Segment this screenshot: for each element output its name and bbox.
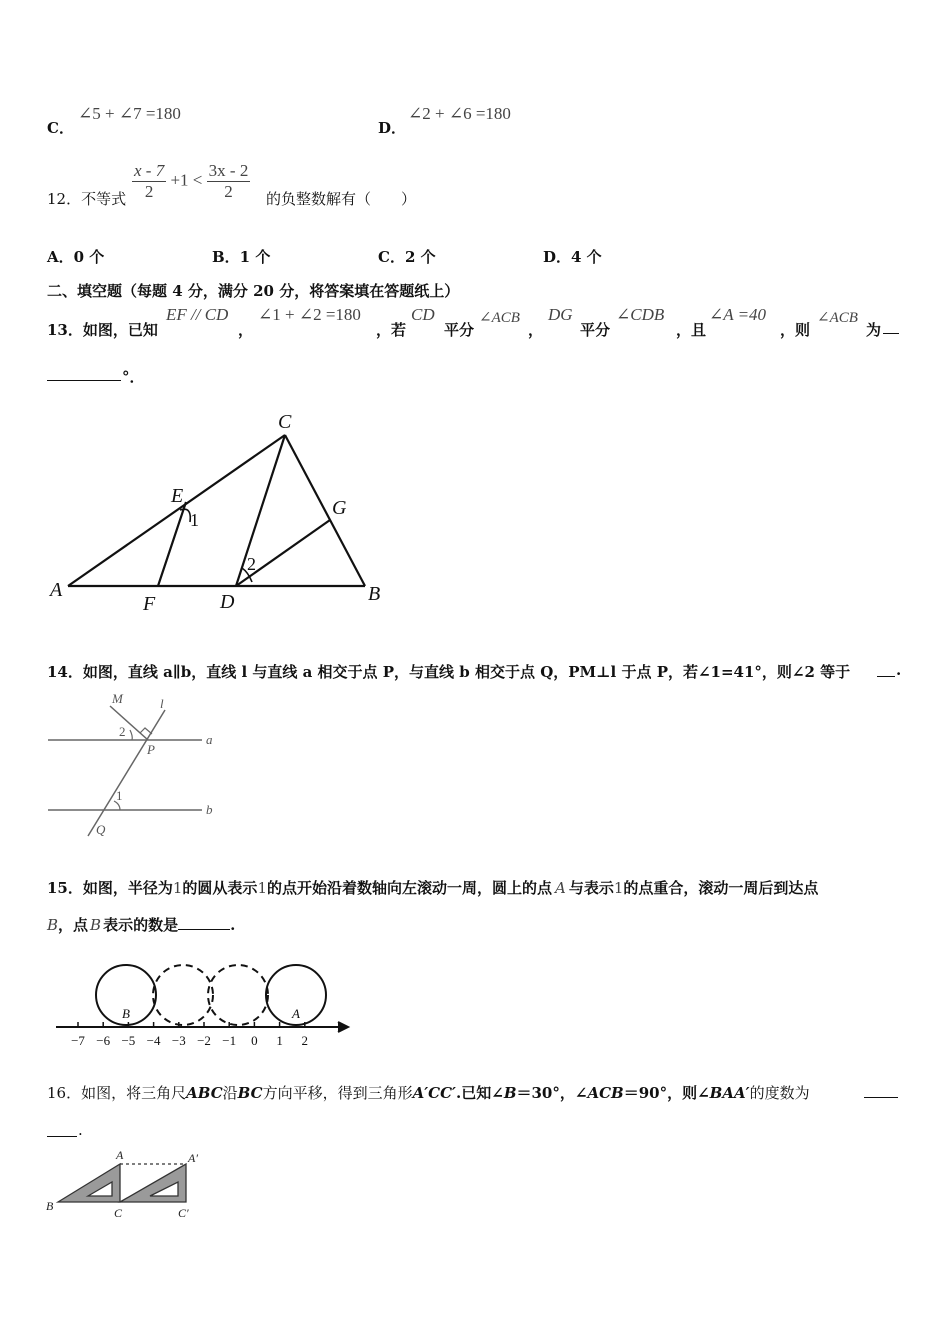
q15-point-a: A: [555, 879, 566, 897]
q12-frac2-num: 3x - 2: [208, 161, 249, 180]
q14-label-l: l: [160, 696, 164, 711]
q12-option-d: D．4 个: [543, 248, 602, 266]
q13-expr-cdb: ∠CDB: [616, 305, 665, 324]
q15-axis-arrow: [338, 1022, 348, 1032]
q16-b: B: [503, 1084, 517, 1102]
q14-label-q: Q: [96, 822, 106, 837]
q13-bisect1: 平分: [444, 321, 475, 339]
q13-is: 为: [866, 321, 882, 339]
q16-label-b: B: [46, 1199, 54, 1213]
q15-t3: 的点开始沿着数轴向左滚动一周，圆上的点: [266, 879, 552, 897]
q14-line-pm: [110, 706, 148, 740]
q12-frac1-den: 2: [144, 182, 154, 201]
q13-expr-angle-sum: ∠1 + ∠2 =180: [258, 305, 361, 324]
q13-label-b: B: [368, 583, 381, 605]
q15-t5: 的点重合，滚动一周后到达点: [623, 879, 819, 897]
q13-line-dg: [236, 520, 330, 586]
q13-expr-ef-cd: EF // CD: [166, 305, 229, 324]
q15-point-b2: B: [90, 916, 102, 934]
q15-tick-label: −4: [146, 1033, 161, 1048]
q15-t6: ，点: [58, 916, 89, 934]
q13-label-g: G: [332, 497, 347, 519]
q12-suffix: 的负整数解有（ ）: [266, 190, 417, 208]
q14-label-1: 1: [116, 788, 123, 803]
q12-frac2-den: 2: [224, 182, 233, 201]
q13-prefix: 13．如图，已知: [47, 321, 158, 339]
q13-figure: [40, 400, 400, 620]
q11-option-d-expr: ∠2 + ∠6 =180: [408, 104, 511, 123]
q13-label-f: F: [143, 593, 156, 615]
q15-end: .: [230, 916, 236, 934]
q13-then: ，则: [780, 321, 811, 339]
q16-label-a: A: [116, 1148, 124, 1162]
q12-stem: 12．不等式: [47, 190, 127, 208]
q13-expr-acb: ∠ACB: [479, 310, 520, 326]
q16-t6: ＝90°，则∠: [623, 1084, 710, 1102]
q13-answer-blank-b[interactable]: [47, 380, 121, 381]
q13-expr-acb2: ∠ACB: [817, 310, 858, 326]
q15-label-a: A: [292, 1006, 300, 1021]
q11-option-c-expr: ∠5 + ∠7 =180: [78, 104, 181, 123]
q14-right-angle-mark: [140, 728, 152, 734]
q16-label-c-prime: C′: [178, 1206, 189, 1220]
q16-t4: .已知∠: [456, 1084, 504, 1102]
q16-label-a-prime: A′: [188, 1151, 198, 1165]
q16-t1: 16．如图，将三角尺: [47, 1084, 187, 1102]
q14-label-p: P: [147, 742, 155, 757]
q16-answer-blank-b[interactable]: [47, 1136, 77, 1137]
q12-frac1-num: x - 7: [134, 161, 165, 180]
q14-answer-blank[interactable]: [877, 676, 895, 677]
q16-line1: [47, 1082, 810, 1103]
q14-text: 14．如图，直线 a∥b，直线 l 与直线 a 相交于点 P，与直线 b 相交于点 Q，PM⊥l 于点 P，若∠1=41°，则∠2 等于: [47, 663, 851, 681]
q13-label-a: A: [50, 579, 63, 601]
q15-one3: 1: [613, 879, 624, 897]
q13-answer-blank-a: [883, 333, 899, 334]
q13-sep2: ，若: [376, 321, 407, 339]
q13-label-1: 1: [190, 510, 199, 530]
q12-option-a: A．0 个: [47, 248, 105, 266]
q13-label-e: E: [171, 485, 184, 507]
q14-label-b: b: [206, 802, 213, 817]
q15-label-b: B: [122, 1006, 130, 1021]
q15-circle-dashed-1: [153, 965, 213, 1025]
q16-t3: 方向平移，得到三角形: [262, 1084, 413, 1102]
q13-label-2: 2: [247, 554, 256, 574]
q13-bisect2: 平分: [580, 321, 611, 339]
q16-baa: BAA′: [709, 1084, 750, 1102]
q13-line-cb: [285, 435, 365, 586]
q15-tick-label: −1: [222, 1033, 237, 1048]
q12-option-c: C．2 个: [378, 248, 436, 266]
q13-line-cd: [236, 435, 285, 586]
q13-sep4: ，且: [676, 321, 707, 339]
q15-tick-label: −7: [71, 1033, 85, 1048]
q13-label-c: C: [278, 411, 292, 433]
q13-expr-dg: DG: [548, 305, 573, 324]
q16-acb: ACB: [587, 1084, 624, 1102]
q15-tick-label: 2: [301, 1033, 309, 1048]
q12-option-b: B．1 个: [212, 248, 271, 266]
q15-line2: [47, 914, 235, 935]
q16-answer-blank-a: [864, 1097, 898, 1098]
q16-acc: A′CC′: [412, 1084, 457, 1102]
q16-t7: 的度数为: [749, 1084, 810, 1102]
q14-angle-2-arc: [130, 730, 132, 740]
q13-expr-a40: ∠A =40: [709, 305, 767, 324]
q16-t5: ＝30°，∠: [516, 1084, 588, 1102]
q14-figure: [40, 688, 230, 838]
q15-t1: 15．如图，半径为: [47, 879, 173, 897]
q15-circle-dashed-2: [208, 965, 268, 1025]
q15-one2: 1: [257, 879, 267, 897]
q13-sep1: ，: [238, 321, 254, 339]
section-title: 二、填空题（每题 4 分，满分 20 分，将答案填在答题纸上）: [47, 282, 460, 300]
q13-label-d: D: [220, 591, 235, 613]
q16-figure: [40, 1146, 220, 1226]
q15-figure: [48, 952, 358, 1052]
q16-label-c: C: [114, 1206, 123, 1220]
q16-bc: BC: [237, 1084, 263, 1102]
q13-expr-cd: CD: [411, 305, 435, 324]
q14-label-m: M: [112, 691, 123, 706]
q14-label-a: a: [206, 732, 213, 747]
q11-option-d-label: D．: [378, 119, 407, 137]
q15-tick-label: −3: [171, 1033, 186, 1048]
q15-line1: [47, 877, 818, 898]
q15-tick-label: 1: [276, 1033, 283, 1048]
q11-option-c-label: C．: [47, 119, 74, 137]
q15-point-b1: B: [47, 916, 59, 934]
q16-abc: ABC: [186, 1084, 223, 1102]
q15-t4: 与表示: [568, 879, 614, 897]
q14-end: .: [896, 661, 902, 679]
q15-one1: 1: [172, 879, 183, 897]
q15-tick-label: −6: [96, 1033, 111, 1048]
q16-t2: 沿: [222, 1084, 238, 1102]
q12-inequality: [132, 161, 250, 202]
q13-tail: °．: [122, 368, 145, 386]
q14-label-2: 2: [119, 724, 126, 739]
q15-ticks: [71, 1022, 308, 1048]
q12-plus-one: +1 <: [170, 170, 203, 190]
q15-answer-blank[interactable]: [178, 929, 230, 930]
q15-tick-label: 0: [251, 1033, 258, 1048]
q13-sep3: ，: [528, 321, 544, 339]
q15-tick-label: −5: [121, 1033, 136, 1048]
q15-t2: 的圆从表示: [182, 879, 258, 897]
q14-line-l: [88, 710, 165, 836]
q15-t7: 表示的数是: [103, 916, 179, 934]
q15-tick-label: −2: [197, 1033, 211, 1048]
q16-end: .: [78, 1121, 83, 1139]
